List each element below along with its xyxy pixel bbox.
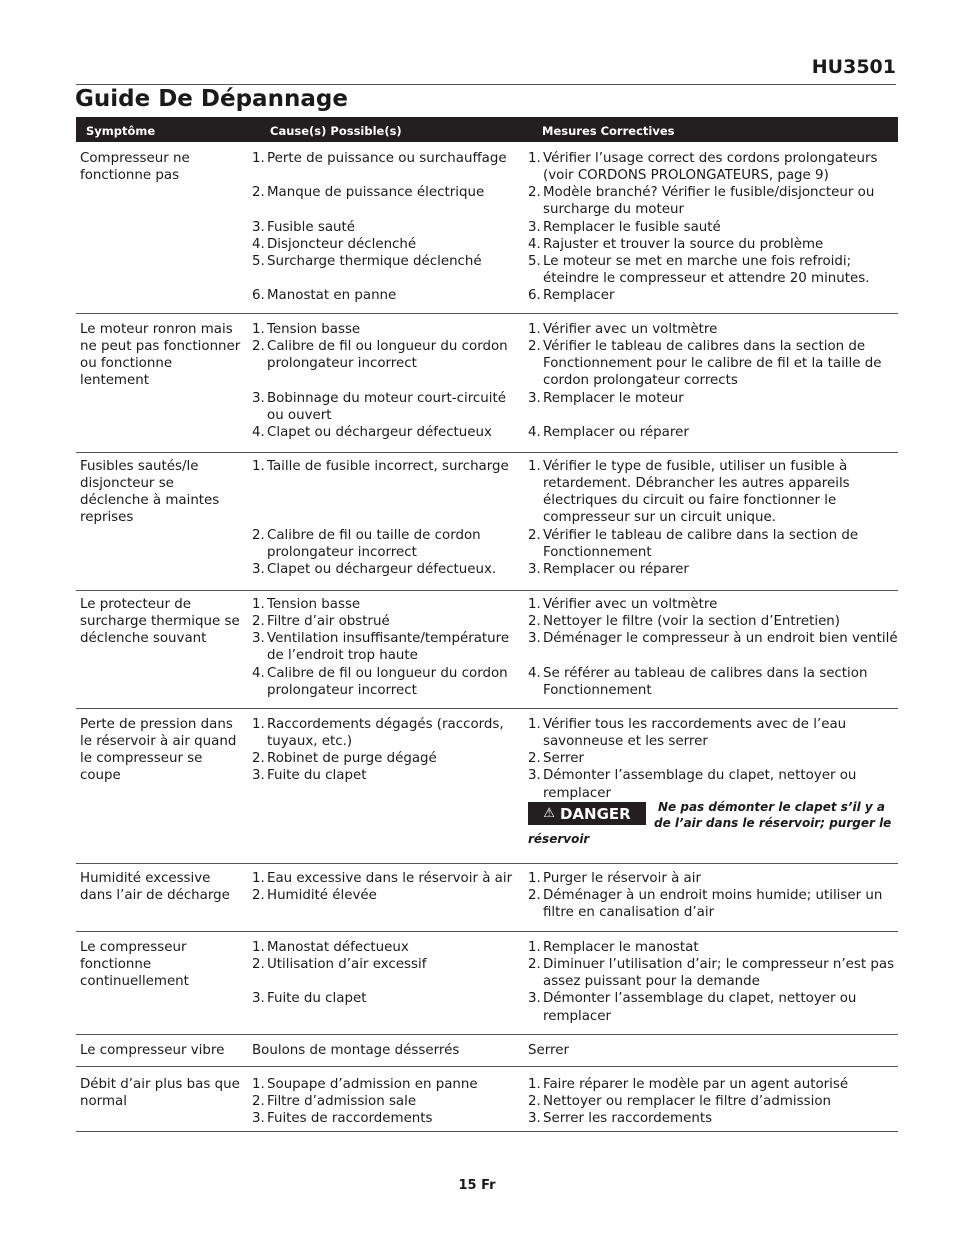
spacer bbox=[252, 270, 522, 287]
item-number: 3. bbox=[252, 1111, 265, 1127]
item-number: 2. bbox=[528, 751, 541, 767]
item-text: Remplacer le moteur bbox=[543, 390, 684, 406]
item-text: Vérifier le tableau de calibre dans la section de Fonctionnement bbox=[543, 527, 859, 560]
item-number: 3. bbox=[528, 390, 541, 406]
item-number: 3. bbox=[528, 768, 541, 784]
item-text: Fuites de raccordements bbox=[267, 1111, 433, 1127]
item-number: 2. bbox=[252, 185, 265, 201]
list-item bbox=[528, 527, 898, 561]
list-item bbox=[528, 939, 898, 956]
item-number: 1. bbox=[252, 151, 265, 166]
list-item bbox=[528, 219, 898, 236]
item-number: 2. bbox=[528, 527, 541, 543]
item-number: 3. bbox=[252, 631, 265, 647]
item-number: 3. bbox=[528, 1111, 541, 1127]
cause-cell bbox=[252, 150, 522, 304]
fix-cell bbox=[528, 321, 898, 441]
item-text: Remplacer ou réparer bbox=[543, 424, 689, 440]
item-text: Vérifier l’usage correct des cordons prolongateurs (voir CORDONS PROLONGATEURS, page 9) bbox=[543, 151, 878, 184]
item-number: 2. bbox=[252, 1094, 265, 1110]
danger-label: DANGER bbox=[559, 804, 631, 823]
spacer bbox=[528, 647, 898, 664]
item-text: Déménager à un endroit moins humide; utiliser un filtre en canalisation d’air bbox=[543, 888, 883, 921]
item-number: 3. bbox=[252, 390, 265, 406]
fix-cell bbox=[528, 1042, 898, 1059]
item-text: Vérifier avec un voltmètre bbox=[543, 597, 718, 612]
item-text: Rajuster et trouver la source du problème bbox=[543, 236, 824, 252]
fix-cell bbox=[528, 939, 898, 1025]
list-item bbox=[528, 750, 898, 767]
list-item bbox=[528, 338, 898, 389]
list-item bbox=[528, 390, 898, 407]
list-item bbox=[252, 939, 522, 956]
item-text: Manque de puissance électrique bbox=[267, 185, 485, 201]
item-number: 3. bbox=[252, 561, 265, 577]
item-text: Eau excessive dans le réservoir à air bbox=[267, 871, 513, 886]
item-number: 1. bbox=[252, 871, 265, 886]
item-number: 1. bbox=[528, 151, 541, 166]
list-item bbox=[528, 184, 898, 218]
item-number: 2. bbox=[528, 1094, 541, 1110]
fix-cell bbox=[528, 716, 898, 802]
column-cause: Cause(s) Possible(s) bbox=[270, 124, 402, 138]
danger-text-line-2: de l’air dans le réservoir; purger le bbox=[654, 816, 892, 830]
item-number: 1. bbox=[252, 940, 265, 955]
item-text: Clapet ou déchargeur défectueux. bbox=[267, 561, 497, 577]
item-text: Tension basse bbox=[267, 597, 361, 612]
list-item bbox=[252, 184, 522, 201]
item-number: 5. bbox=[528, 253, 541, 269]
item-number: 1. bbox=[528, 940, 541, 955]
list-item bbox=[528, 1110, 898, 1127]
item-number: 3. bbox=[252, 768, 265, 784]
item-text: Raccordements dégagés (raccords, tuyaux, etc.) bbox=[267, 717, 504, 750]
item-number: 1. bbox=[252, 322, 265, 337]
fix-cell bbox=[528, 1076, 898, 1127]
list-item bbox=[252, 870, 522, 887]
page-number: 15 Fr bbox=[458, 1178, 496, 1193]
spacer bbox=[252, 492, 522, 509]
list-item bbox=[252, 338, 522, 372]
list-item bbox=[252, 1093, 522, 1110]
item-number: 6. bbox=[528, 288, 541, 304]
symptom-cell: Débit d’air plus bas que normal bbox=[80, 1077, 240, 1110]
list-item bbox=[252, 1042, 522, 1059]
list-item bbox=[252, 527, 522, 561]
item-text: Calibre de fil ou longueur du cordon prolongateur incorrect bbox=[267, 665, 508, 698]
item-number: 1. bbox=[528, 597, 541, 612]
spacer bbox=[252, 973, 522, 990]
list-item bbox=[528, 561, 898, 578]
table-row bbox=[76, 1042, 898, 1067]
item-text: Vérifier tous les raccordements avec de l’eau savonneuse et les serrer bbox=[543, 717, 847, 750]
symptom-cell: Fusibles sautés/le disjoncteur se déclenche à maintes reprises bbox=[80, 459, 220, 526]
list-item bbox=[252, 613, 522, 630]
fix-cell bbox=[528, 150, 898, 304]
fix-cell bbox=[528, 596, 898, 699]
list-item bbox=[252, 630, 522, 664]
item-text: Démonter l’assemblage du clapet, nettoyer ou remplacer bbox=[543, 768, 857, 801]
item-number: 5. bbox=[252, 253, 265, 269]
list-item bbox=[528, 613, 898, 630]
list-item bbox=[528, 990, 898, 1024]
danger-badge bbox=[528, 802, 646, 825]
list-item bbox=[528, 716, 898, 750]
table-row bbox=[76, 321, 898, 453]
list-item bbox=[528, 887, 898, 921]
danger-text-line-1: Ne pas démonter le clapet s’il y a bbox=[658, 800, 885, 814]
symptom-cell: Perte de pression dans le réservoir à air quand le compresseur se coupe bbox=[80, 717, 237, 784]
list-item bbox=[252, 956, 522, 973]
list-item bbox=[528, 1042, 898, 1059]
item-text: Vérifier avec un voltmètre bbox=[543, 322, 718, 337]
item-text: Serrer bbox=[528, 1043, 569, 1058]
list-item bbox=[528, 630, 898, 647]
item-number: 4. bbox=[528, 665, 541, 681]
cause-cell bbox=[252, 1042, 522, 1059]
item-text: Vérifier le tableau de calibres dans la section de Fonctionnement pour le calibre de fil et la taille de cordon prolongateur corrects bbox=[543, 339, 882, 389]
cause-cell bbox=[252, 458, 522, 578]
item-text: Fuite du clapet bbox=[267, 768, 367, 784]
item-text: Boulons de montage désserrés bbox=[252, 1043, 460, 1058]
item-text: Remplacer le fusible sauté bbox=[543, 219, 721, 235]
table-row bbox=[76, 716, 898, 864]
item-number: 2. bbox=[252, 957, 265, 973]
symptom-cell: Le protecteur de surcharge thermique se déclenche souvant bbox=[80, 597, 240, 647]
list-item bbox=[252, 665, 522, 699]
list-item bbox=[528, 665, 898, 699]
spacer bbox=[252, 509, 522, 526]
table-row bbox=[76, 458, 898, 591]
list-item bbox=[252, 1110, 522, 1127]
item-number: 1. bbox=[252, 1077, 265, 1092]
list-item bbox=[252, 321, 522, 338]
symptom-cell: Le compresseur fonctionne continuellement bbox=[80, 940, 189, 990]
item-text: Purger le réservoir à air bbox=[543, 871, 701, 886]
item-number: 1. bbox=[252, 597, 265, 612]
fix-cell bbox=[528, 458, 898, 578]
danger-callout bbox=[528, 802, 898, 852]
item-number: 2. bbox=[528, 339, 541, 355]
list-item bbox=[252, 150, 522, 167]
item-number: 2. bbox=[252, 751, 265, 767]
list-item bbox=[252, 219, 522, 236]
item-number: 1. bbox=[252, 717, 265, 732]
item-text: Fuite du clapet bbox=[267, 991, 367, 1007]
item-number: 2. bbox=[528, 614, 541, 630]
item-number: 3. bbox=[528, 561, 541, 577]
item-text: Ventilation insuffisante/température de l’endroit trop haute bbox=[267, 631, 510, 664]
table-row bbox=[76, 870, 898, 932]
item-number: 3. bbox=[528, 219, 541, 235]
symptom-cell: Compresseur ne fonctionne pas bbox=[80, 151, 190, 184]
item-text: Soupape d’admission en panne bbox=[267, 1077, 478, 1092]
item-number: 2. bbox=[528, 185, 541, 201]
item-text: Utilisation d’air excessif bbox=[267, 957, 427, 973]
item-text: Déménager le compresseur à un endroit bien ventilé bbox=[543, 631, 898, 647]
item-number: 3. bbox=[528, 631, 541, 647]
table-row bbox=[76, 150, 898, 314]
item-text: Surcharge thermique déclenché bbox=[267, 253, 482, 269]
list-item bbox=[528, 1076, 898, 1093]
item-text: Remplacer le manostat bbox=[543, 940, 699, 955]
table-header bbox=[76, 117, 898, 142]
item-number: 1. bbox=[528, 322, 541, 337]
list-item bbox=[252, 887, 522, 904]
cause-cell bbox=[252, 321, 522, 441]
item-text: Manostat défectueux bbox=[267, 940, 409, 955]
item-text: Serrer bbox=[543, 751, 584, 767]
item-number: 1. bbox=[252, 459, 265, 474]
danger-text-line-3: réservoir bbox=[528, 832, 590, 846]
item-number: 4. bbox=[528, 424, 541, 440]
item-number: 4. bbox=[528, 236, 541, 252]
spacer bbox=[252, 475, 522, 492]
list-item bbox=[252, 424, 522, 441]
item-text: Le moteur se met en marche une fois refroidi; éteindre le compresseur et attendre 20 minutes. bbox=[543, 253, 870, 287]
item-text: Fusible sauté bbox=[267, 219, 356, 235]
header-rule bbox=[76, 84, 896, 85]
item-text: Calibre de fil ou taille de cordon prolongateur incorrect bbox=[267, 527, 481, 560]
item-number: 2. bbox=[252, 527, 265, 543]
item-number: 2. bbox=[252, 888, 265, 904]
item-number: 2. bbox=[252, 614, 265, 630]
list-item bbox=[528, 236, 898, 253]
column-symptom: Symptôme bbox=[86, 124, 156, 138]
item-text: Humidité élevée bbox=[267, 888, 377, 904]
cause-cell bbox=[252, 939, 522, 1008]
item-number: 3. bbox=[252, 991, 265, 1007]
item-number: 6. bbox=[252, 288, 265, 304]
item-text: Remplacer bbox=[543, 288, 615, 304]
list-item bbox=[528, 287, 898, 304]
item-text: Disjoncteur déclenché bbox=[267, 236, 417, 252]
list-item bbox=[252, 458, 522, 475]
list-item bbox=[252, 716, 522, 750]
item-text: Faire réparer le modèle par un agent autorisé bbox=[543, 1077, 849, 1092]
item-text: Bobinnage du moteur court-circuité ou ouvert bbox=[267, 390, 506, 423]
model-number: HU3501 bbox=[811, 56, 896, 78]
list-item bbox=[528, 596, 898, 613]
spacer bbox=[252, 167, 522, 184]
item-text: Diminuer l’utilisation d’air; le compresseur n’est pas assez puissant pour la demande bbox=[543, 957, 895, 990]
item-text: Robinet de purge dégagé bbox=[267, 751, 437, 767]
item-text: Perte de puissance ou surchauffage bbox=[267, 151, 507, 166]
item-number: 4. bbox=[252, 424, 265, 440]
item-text: Manostat en panne bbox=[267, 288, 397, 304]
list-item bbox=[252, 990, 522, 1007]
warning-triangle-icon: ⚠ bbox=[543, 806, 555, 821]
item-number: 1. bbox=[528, 1077, 541, 1092]
item-text: Taille de fusible incorrect, surcharge bbox=[267, 459, 509, 474]
list-item bbox=[528, 321, 898, 338]
spacer bbox=[252, 372, 522, 389]
item-text: Serrer les raccordements bbox=[543, 1111, 713, 1127]
item-number: 1. bbox=[528, 717, 541, 732]
item-text: Clapet ou déchargeur défectueux bbox=[267, 424, 492, 440]
list-item bbox=[252, 596, 522, 613]
table-row bbox=[76, 939, 898, 1035]
symptom-cell: Humidité excessive dans l’air de décharge bbox=[80, 871, 230, 904]
item-text: Nettoyer ou remplacer le filtre d’admission bbox=[543, 1094, 831, 1110]
list-item bbox=[252, 390, 522, 424]
list-item bbox=[528, 870, 898, 887]
list-item bbox=[252, 1076, 522, 1093]
list-item bbox=[528, 150, 898, 184]
item-text: Tension basse bbox=[267, 322, 361, 337]
page-title: Guide De Dépannage bbox=[75, 86, 348, 112]
item-text: Modèle branché? Vérifier le fusible/disjoncteur ou surcharge du moteur bbox=[543, 185, 875, 218]
symptom-cell: Le moteur ronron mais ne peut pas fonctionner ou fonctionne lentement bbox=[80, 322, 241, 389]
list-item bbox=[528, 956, 898, 990]
item-number: 4. bbox=[252, 236, 265, 252]
column-fix: Mesures Correctives bbox=[542, 124, 675, 138]
item-number: 2. bbox=[528, 957, 541, 973]
item-number: 4. bbox=[252, 665, 265, 681]
list-item bbox=[528, 1093, 898, 1110]
spacer bbox=[528, 407, 898, 424]
item-text: Se référer au tableau de calibres dans la section Fonctionnement bbox=[543, 665, 868, 698]
item-text: Nettoyer le filtre (voir la section d’Entretien) bbox=[543, 614, 841, 630]
table-row bbox=[76, 596, 898, 709]
item-text: Calibre de fil ou longueur du cordon prolongateur incorrect bbox=[267, 339, 508, 372]
item-text: Vérifier le type de fusible, utiliser un fusible à retardement. Débrancher les autres appareils électriques du circuit ou faire fonctionner le compresseur sur un circuit unique. bbox=[543, 459, 850, 526]
item-number: 3. bbox=[252, 219, 265, 235]
item-text: Filtre d’admission sale bbox=[267, 1094, 417, 1110]
item-number: 1. bbox=[528, 871, 541, 886]
cause-cell bbox=[252, 870, 522, 904]
cause-cell bbox=[252, 716, 522, 785]
item-number: 3. bbox=[528, 991, 541, 1007]
item-number: 2. bbox=[252, 339, 265, 355]
table-row bbox=[76, 1076, 898, 1132]
list-item bbox=[528, 458, 898, 527]
symptom-cell: Le compresseur vibre bbox=[80, 1043, 225, 1058]
fix-cell bbox=[528, 870, 898, 921]
list-item bbox=[252, 287, 522, 304]
item-number: 2. bbox=[528, 888, 541, 904]
item-number: 1. bbox=[528, 459, 541, 474]
list-item bbox=[252, 253, 522, 270]
list-item bbox=[252, 236, 522, 253]
cause-cell bbox=[252, 596, 522, 699]
list-item bbox=[252, 561, 522, 578]
list-item bbox=[252, 767, 522, 784]
spacer bbox=[252, 201, 522, 218]
item-text: Remplacer ou réparer bbox=[543, 561, 689, 577]
item-text: Démonter l’assemblage du clapet, nettoyer ou remplacer bbox=[543, 991, 857, 1024]
cause-cell bbox=[252, 1076, 522, 1127]
list-item bbox=[528, 253, 898, 287]
item-text: Filtre d’air obstrué bbox=[267, 614, 390, 630]
list-item bbox=[252, 750, 522, 767]
list-item bbox=[528, 424, 898, 441]
list-item bbox=[528, 767, 898, 801]
